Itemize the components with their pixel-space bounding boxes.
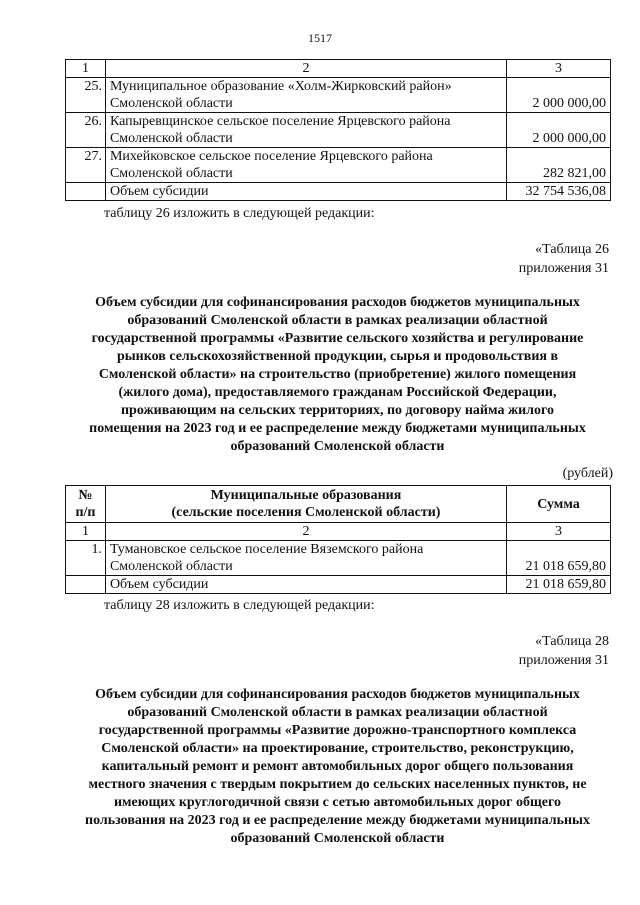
caption-title: «Таблица 28 (535, 634, 609, 649)
heading-line: (жилого дома), предоставляемого гражданам Российской Федерации, (118, 385, 557, 400)
header-name (105, 486, 506, 523)
header-number (66, 486, 106, 523)
heading-line: образований Смоленской области (230, 831, 445, 846)
table-total-row (66, 183, 611, 201)
col-index-3: 3 (507, 60, 611, 78)
heading-line: имеющих круглогодичной связи с сетью автомобильных дорог общего (113, 795, 562, 810)
heading-line: государственной программы «Развитие дорожно-транспортного комплекса (98, 723, 577, 738)
table-index-row (66, 60, 611, 78)
page-number: 1517 (308, 31, 332, 45)
heading-line: местного значения с твердым покрытием до сельских населенных пунктов, не (88, 777, 587, 792)
total-empty-cell (66, 576, 106, 594)
heading-line: Смоленской области» на проектирование, строительство, реконструкцию, (101, 741, 574, 756)
total-empty-cell (66, 183, 106, 201)
row-name-line: Смоленской области (109, 131, 233, 146)
heading-line: государственной программы «Развитие сельского хозяйства и регулирование (91, 331, 584, 346)
total-label: Объем субсидии (105, 183, 506, 201)
heading-line: проживающим на сельских территориях, по договору найма жилого (120, 403, 555, 418)
heading-table-28 (60, 686, 615, 848)
row-name-line: Капыревщинское сельское поселение Ярцевского района (109, 114, 451, 129)
header-sum: Сумма (507, 486, 611, 523)
col-index-1: 1 (66, 60, 106, 78)
caption-appendix: приложения 31 (518, 653, 609, 668)
row-name-line: Михейковское сельское поселение Ярцевского района (109, 149, 433, 164)
col-index-3: 3 (507, 523, 611, 541)
total-sum: 32 754 536,08 (507, 183, 611, 201)
row-name (105, 78, 506, 113)
heading-line: капитальный ремонт и ремонт автомобильных дорог общего пользования (101, 759, 574, 774)
heading-line: Объем субсидии для софинансирования расходов бюджетов муниципальных (95, 687, 580, 702)
table-row (66, 541, 611, 576)
row-number: 25. (66, 78, 106, 113)
row-number: 26. (66, 113, 106, 148)
subsidy-table-continuation (65, 59, 611, 201)
row-sum: 282 821,00 (507, 148, 611, 183)
col-index-1: 1 (66, 523, 106, 541)
instruction-table-28: таблицу 28 изложить в следующей редакции: (104, 598, 375, 613)
row-name (105, 148, 506, 183)
heading-table-26 (60, 294, 615, 456)
row-name (105, 113, 506, 148)
total-sum: 21 018 659,80 (507, 576, 611, 594)
caption-title: «Таблица 26 (535, 242, 609, 257)
row-name-line: Муниципальное образование «Холм-Жирковский район» (109, 79, 452, 94)
table-total-row (66, 576, 611, 594)
row-sum: 2 000 000,00 (507, 78, 611, 113)
caption-table-26 (519, 240, 609, 278)
header-line: (сельские поселения Смоленской области) (171, 505, 441, 520)
header-line: Муниципальные образования (210, 488, 402, 503)
row-name-line: Смоленской области (109, 166, 233, 181)
heading-line: пользования на 2023 год и ее распределение между бюджетами муниципальных (85, 813, 590, 828)
heading-line: образований Смоленской области (230, 439, 445, 454)
subsidy-table-26 (65, 485, 611, 594)
row-number: 1. (66, 541, 106, 576)
row-sum: 2 000 000,00 (507, 113, 611, 148)
row-name-line: Тумановское сельское поселение Вяземского района (109, 542, 424, 557)
table-row (66, 78, 611, 113)
table-header-row (66, 486, 611, 523)
table-row (66, 113, 611, 148)
row-number: 27. (66, 148, 106, 183)
row-sum: 21 018 659,80 (507, 541, 611, 576)
row-name-line: Смоленской области (109, 559, 233, 574)
table-index-row (66, 523, 611, 541)
instruction-table-26: таблицу 26 изложить в следующей редакции: (104, 206, 375, 221)
col-index-2: 2 (105, 523, 506, 541)
heading-line: образований Смоленской области в рамках реализации областной (127, 705, 548, 720)
heading-line: Объем субсидии для софинансирования расходов бюджетов муниципальных (95, 295, 580, 310)
header-line: № (78, 488, 93, 503)
caption-appendix: приложения 31 (518, 261, 609, 276)
heading-line: образований Смоленской области в рамках реализации областной (127, 313, 548, 328)
heading-line: помещения на 2023 год и ее распределение между бюджетами муниципальных (89, 421, 586, 436)
row-name-line: Смоленской области (109, 96, 233, 111)
units-label: (рублей) (562, 466, 613, 481)
header-line: п/п (75, 505, 96, 520)
total-label: Объем субсидии (105, 576, 506, 594)
table-row (66, 148, 611, 183)
col-index-2: 2 (105, 60, 506, 78)
caption-table-28 (519, 632, 609, 670)
heading-line: рынков сельскохозяйственной продукции, сырья и продовольствия в (116, 349, 559, 364)
row-name (105, 541, 506, 576)
heading-line: Смоленской области» на строительство (приобретение) жилого помещения (98, 367, 577, 382)
